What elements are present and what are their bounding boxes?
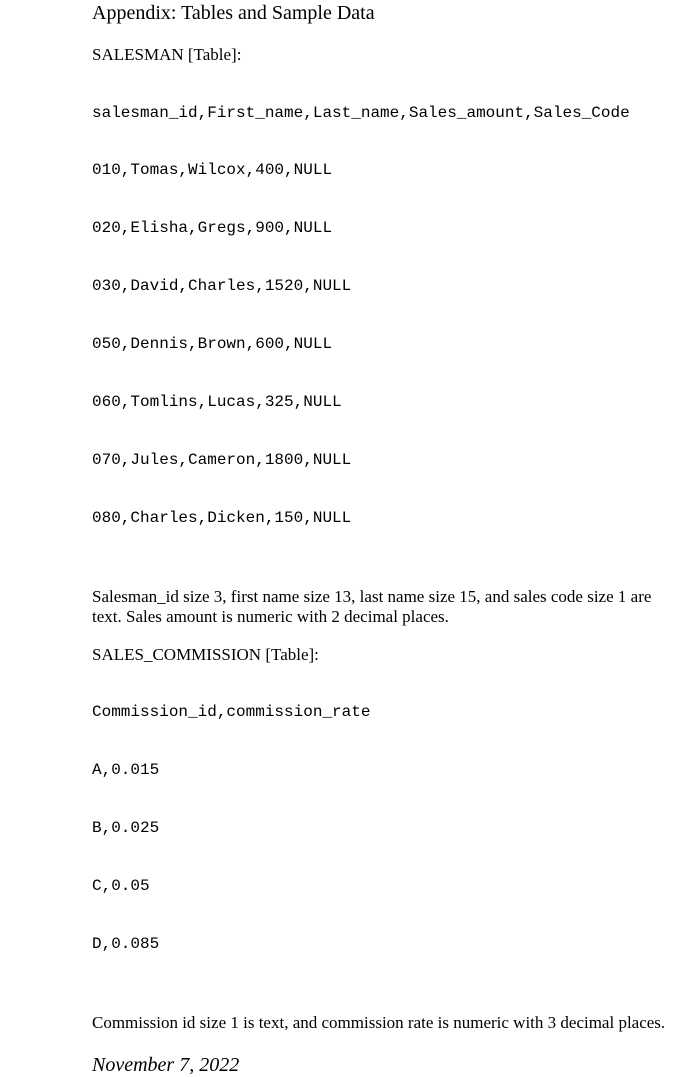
document-page (92, 0, 692, 1077)
salesman-table-data (92, 65, 692, 567)
salesman-row: 060,Tomlins,Lucas,325,NULL (92, 393, 342, 412)
commission-row: A,0.015 (92, 761, 160, 780)
salesman-table-heading: SALESMAN [Table]: (92, 45, 242, 64)
commission-row: D,0.085 (92, 934, 160, 953)
sales-commission-table-heading: SALES_COMMISSION [Table]: (92, 644, 319, 664)
commission-header-row: Commission_id,commission_rate (92, 703, 371, 722)
commission-row: B,0.025 (92, 819, 160, 838)
salesman-row: 070,Jules,Cameron,1800,NULL (92, 450, 352, 469)
commission-row: C,0.05 (92, 876, 150, 895)
salesman-row: 020,Elisha,Gregs,900,NULL (92, 219, 333, 238)
salesman-row: 010,Tomas,Wilcox,400,NULL (92, 161, 333, 180)
salesman-row: 030,David,Charles,1520,NULL (92, 277, 352, 296)
document-date: November 7, 2022 (92, 1053, 240, 1076)
salesman-header-row: salesman_id,First_name,Last_name,Sales_amount,Sales_Code (92, 103, 630, 122)
document-title: Appendix: Tables and Sample Data (92, 2, 375, 24)
sales-commission-table-data (92, 665, 692, 993)
salesman-row: 080,Charles,Dicken,150,NULL (92, 508, 352, 527)
sales-commission-table-note: Commission id size 1 is text, and commission rate is numeric with 3 decimal places. (92, 1012, 666, 1032)
salesman-table-note: Salesman_id size 3, first name size 13, last name size 15, and sales code size 1 are text. Sales amount is numeric with 2 decimal places. (92, 586, 652, 626)
salesman-row: 050,Dennis,Brown,600,NULL (92, 335, 333, 354)
